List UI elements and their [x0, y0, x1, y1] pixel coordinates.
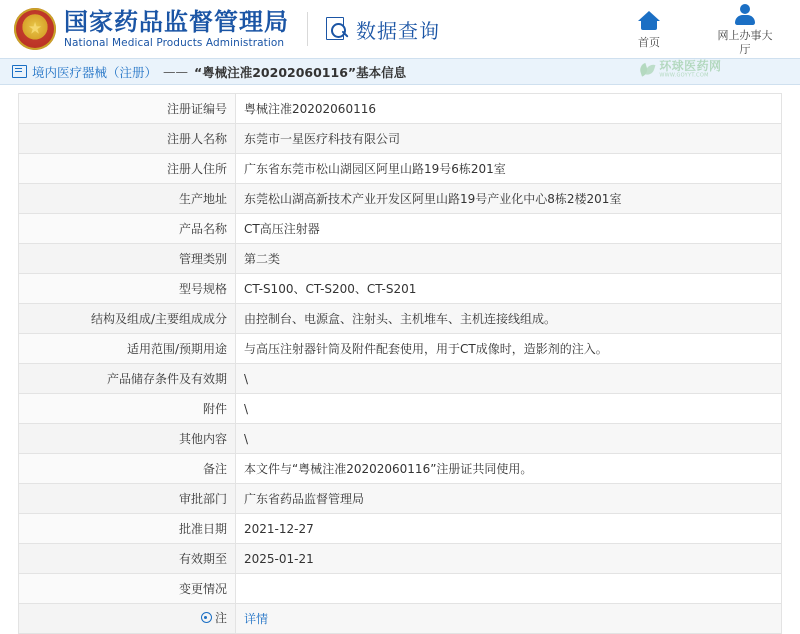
row-value: 粤械注准20202060116	[236, 94, 782, 124]
row-value: 东莞松山湖高新技术产业开发区阿里山路19号产业化中心8栋2楼201室	[236, 184, 782, 214]
user-hall-icon	[714, 2, 776, 26]
row-value: 由控制台、电源盒、注射头、主机堆车、主机连接线组成。	[236, 304, 782, 334]
row-label: 型号规格	[19, 274, 236, 304]
table-row	[19, 274, 782, 304]
list-icon	[12, 65, 27, 78]
table-row	[19, 184, 782, 214]
header-links	[618, 2, 786, 57]
row-value: 东莞市一星医疗科技有限公司	[236, 124, 782, 154]
registration-detail-table	[18, 93, 782, 634]
org-name-cn: 国家药品监督管理局	[64, 8, 289, 36]
leaf-icon	[640, 62, 656, 78]
organization-name	[64, 8, 289, 50]
table-row	[19, 364, 782, 394]
row-label: 产品储存条件及有效期	[19, 364, 236, 394]
national-emblem-icon	[14, 8, 56, 50]
table-row	[19, 244, 782, 274]
row-label: 审批部门	[19, 484, 236, 514]
table-row	[19, 574, 782, 604]
data-query-title: 数据查询	[356, 18, 440, 43]
detail-link[interactable]: 详情	[244, 611, 269, 626]
note-label-cell	[19, 604, 236, 634]
row-value: CT高压注射器	[236, 214, 782, 244]
row-label: 生产地址	[19, 184, 236, 214]
row-label: 注册人名称	[19, 124, 236, 154]
page-header	[0, 0, 800, 58]
breadcrumb-separator: ——	[163, 64, 189, 79]
row-label: 适用范围/预期用途	[19, 334, 236, 364]
table-row	[19, 304, 782, 334]
row-label: 产品名称	[19, 214, 236, 244]
row-value: 广东省药品监督管理局	[236, 484, 782, 514]
table-row	[19, 424, 782, 454]
header-divider	[307, 12, 308, 46]
table-row	[19, 154, 782, 184]
row-value: \	[236, 424, 782, 454]
row-value: 与高压注射器针筒及附件配套使用，用于CT成像时，造影剂的注入。	[236, 334, 782, 364]
table-row	[19, 484, 782, 514]
breadcrumb	[0, 58, 800, 85]
registration-detail-table-wrap	[0, 85, 800, 634]
note-label: 注	[214, 610, 227, 625]
row-label: 附件	[19, 394, 236, 424]
note-value-cell	[236, 604, 782, 634]
header-link-service-hall-label: 网上办事大厅	[717, 28, 773, 56]
info-dot-icon	[201, 612, 212, 623]
row-value: 2025-01-21	[236, 544, 782, 574]
row-label: 结构及组成/主要组成成分	[19, 304, 236, 334]
table-row	[19, 544, 782, 574]
row-label: 注册人住所	[19, 154, 236, 184]
breadcrumb-section-link[interactable]: 境内医疗器械（注册）	[32, 64, 158, 80]
table-row	[19, 124, 782, 154]
table-row	[19, 514, 782, 544]
row-value: 广东省东莞市松山湖园区阿里山路19号6栋201室	[236, 154, 782, 184]
header-link-home[interactable]	[618, 9, 680, 50]
table-row	[19, 394, 782, 424]
table-row	[19, 334, 782, 364]
row-label: 有效期至	[19, 544, 236, 574]
row-label: 其他内容	[19, 424, 236, 454]
row-value: 本文件与“粤械注准20202060116”注册证共同使用。	[236, 454, 782, 484]
row-value: \	[236, 394, 782, 424]
table-row	[19, 214, 782, 244]
breadcrumb-current: “粤械注准20202060116”基本信息	[194, 64, 407, 80]
row-label: 注册证编号	[19, 94, 236, 124]
row-value: \	[236, 364, 782, 394]
table-row	[19, 454, 782, 484]
row-label: 管理类别	[19, 244, 236, 274]
row-value: 第二类	[236, 244, 782, 274]
table-row-note	[19, 604, 782, 634]
row-value: 2021-12-27	[236, 514, 782, 544]
row-label: 备注	[19, 454, 236, 484]
row-label: 批准日期	[19, 514, 236, 544]
row-label: 变更情况	[19, 574, 236, 604]
home-icon	[618, 9, 680, 33]
watermark-sub: WWW.GOYYT.COM	[659, 72, 709, 79]
org-name-en: National Medical Products Administration	[64, 37, 285, 49]
note-label-wrap	[27, 610, 227, 626]
row-value	[236, 574, 782, 604]
data-query-title-block	[324, 15, 440, 44]
table-row	[19, 94, 782, 124]
header-link-service-hall[interactable]	[714, 2, 776, 57]
watermark	[640, 61, 721, 79]
document-search-icon	[324, 16, 350, 42]
header-link-home-label: 首页	[638, 35, 660, 49]
watermark-main: 环球医药网	[659, 60, 722, 74]
row-value: CT-S100、CT-S200、CT-S201	[236, 274, 782, 304]
